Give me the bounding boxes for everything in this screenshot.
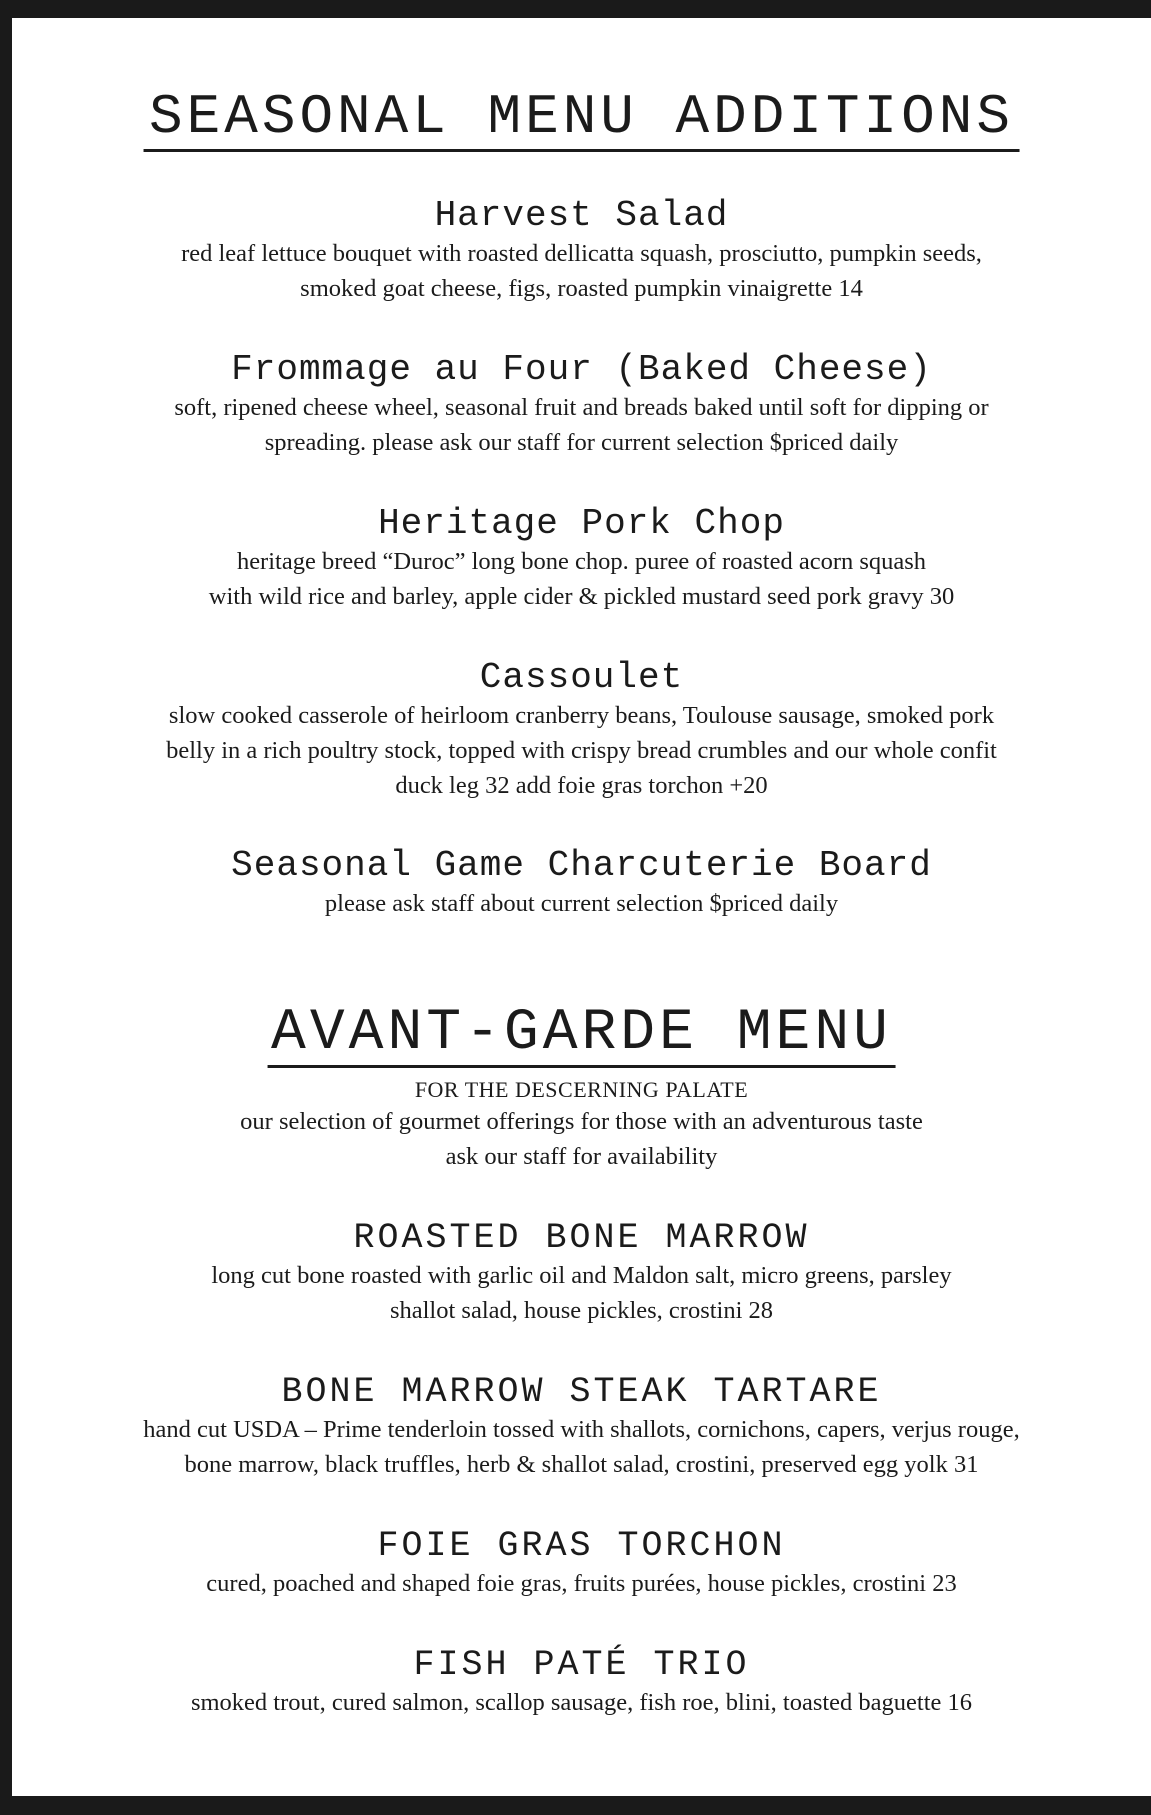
avant-garde-intro-text: our selection of gourmet offerings for those with an adventurous taste ask our staff for availability [240, 1108, 923, 1170]
avant-garde-subtitle: FOR THE DESCERNING PALATE [414, 1077, 749, 1102]
menu-item-foie-gras-torchon [12, 1526, 1151, 1601]
menu-item-description: red leaf lettuce bouquet with roasted dellicatta squash, prosciutto, pumpkin seeds, smoked goat cheese, figs, roasted pumpkin vinaigrette 14 [181, 240, 982, 302]
menu-page [12, 18, 1151, 1796]
menu-item-harvest-salad [12, 196, 1151, 306]
menu-item-name: BONE MARROW STEAK TARTARE [281, 1372, 882, 1412]
seasonal-menu-title: SEASONAL MENU ADDITIONS [143, 88, 1020, 152]
menu-item-fish-pate-trio [12, 1645, 1151, 1720]
menu-item-steak-tartare [12, 1372, 1151, 1482]
avant-garde-intro [12, 1076, 1151, 1174]
menu-item-roasted-bone-marrow [12, 1218, 1151, 1328]
menu-item-description: slow cooked casserole of heirloom cranberry beans, Toulouse sausage, smoked pork belly in a rich poultry stock, topped with crispy bread crumbles and our whole confit duck leg 32 add foie gras torchon +20 [166, 702, 997, 799]
menu-item-name: Harvest Salad [434, 195, 729, 236]
avant-garde-menu-title: AVANT-GARDE MENU [267, 1004, 896, 1068]
menu-item-description: long cut bone roasted with garlic oil and Maldon salt, micro greens, parsley shallot salad, house pickles, crostini 28 [211, 1262, 952, 1324]
menu-item-cassoulet [12, 658, 1151, 803]
menu-item-name: FOIE GRAS TORCHON [377, 1526, 786, 1566]
menu-item-description: cured, poached and shaped foie gras, fruits purées, house pickles, crostini 23 [206, 1570, 957, 1597]
menu-item-description: soft, ripened cheese wheel, seasonal fruit and breads baked until soft for dipping or spreading. please ask our staff for current selection $priced daily [174, 394, 989, 456]
menu-item-pork-chop [12, 504, 1151, 614]
menu-item-baked-cheese [12, 350, 1151, 460]
menu-item-charcuterie-board [12, 846, 1151, 921]
menu-item-description: hand cut USDA – Prime tenderloin tossed with shallots, cornichons, capers, verjus rouge, bone marrow, black truffles, herb & shallot salad, crostini, preserved egg yolk 31 [143, 1416, 1020, 1478]
menu-item-name: Frommage au Four (Baked Cheese) [231, 349, 932, 390]
menu-item-description: smoked trout, cured salmon, scallop sausage, fish roe, blini, toasted baguette 16 [190, 1689, 973, 1716]
menu-item-description: heritage breed “Duroc” long bone chop. puree of roasted acorn squash with wild rice and barley, apple cider & pickled mustard seed pork gravy 30 [208, 548, 955, 610]
menu-item-name: Seasonal Game Charcuterie Board [231, 845, 932, 886]
menu-item-name: Heritage Pork Chop [378, 503, 785, 544]
menu-item-name: FISH PATÉ TRIO [413, 1645, 750, 1685]
menu-item-name: Cassoulet [479, 657, 684, 698]
menu-item-name: ROASTED BONE MARROW [353, 1218, 810, 1258]
menu-item-description: please ask staff about current selection $priced daily [324, 890, 839, 917]
